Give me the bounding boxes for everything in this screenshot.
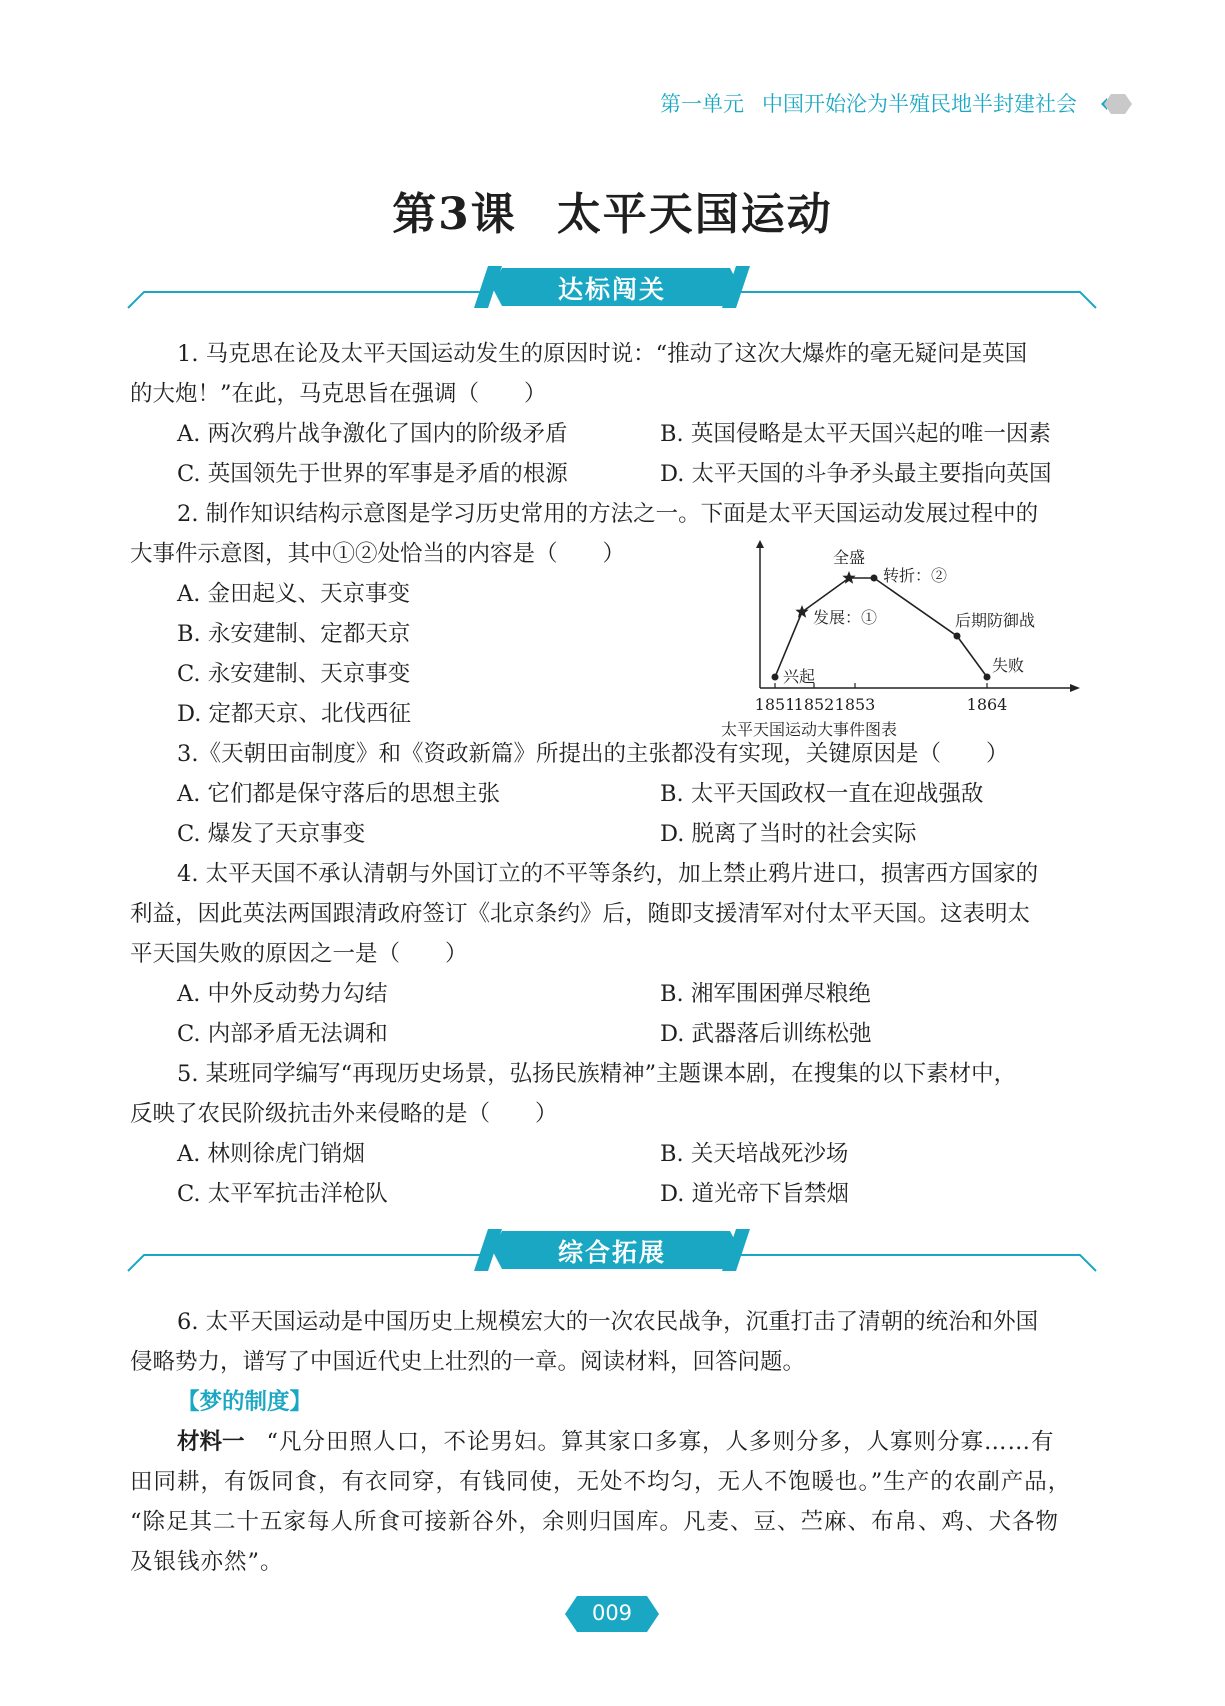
q3-option-d: D. 脱离了当时的社会实际 xyxy=(660,821,917,847)
chart-point-label: 后期防御战 xyxy=(955,611,1036,630)
running-header xyxy=(660,88,1129,118)
q6-stem-line2: 侵略势力，谱写了中国近代史上壮烈的一章。阅读材料，回答问题。 xyxy=(130,1349,806,1375)
material-one-line1 xyxy=(177,1427,1055,1457)
q1-stem-line2: 的大炮！”在此，马克思旨在强调（ ） xyxy=(130,381,547,407)
material-one-line2: 田同耕，有饭同食，有衣同穿，有钱同使，无处不均匀，无人不饱暖也。”生产的农副产品， xyxy=(130,1469,1072,1495)
chart-point xyxy=(954,633,961,640)
chart-point-label: 全盛 xyxy=(832,548,866,567)
unit-title: 中国开始沦为半殖民地半封建社会 xyxy=(762,92,1077,116)
chart-point-label: 失败 xyxy=(992,656,1025,675)
q1-option-a: A. 两次鸦片战争激化了国内的阶级矛盾 xyxy=(177,421,568,447)
q2-stem-line2: 大事件示意图，其中①②处恰当的内容是（ ） xyxy=(130,541,626,567)
page-number: 009 xyxy=(591,1601,633,1625)
section-title-extended: 综合拓展 xyxy=(557,1238,666,1267)
chart-point-star xyxy=(795,605,808,618)
q4-option-c: C. 内部矛盾无法调和 xyxy=(177,1021,388,1047)
q2-option-d: D. 定都天京、北伐西征 xyxy=(177,701,412,727)
hexagon-icon xyxy=(1099,92,1129,114)
chart-point-label: 转折：② xyxy=(883,566,948,585)
q4-option-a: A. 中外反动势力勾结 xyxy=(177,981,388,1007)
q3-option-a: A. 它们都是保守落后的思想主张 xyxy=(177,781,501,807)
q5-option-c: C. 太平军抗击洋枪队 xyxy=(177,1181,388,1207)
material-one-line4: 及银钱亦然”。 xyxy=(130,1549,284,1575)
q2-stem-line1: 2. 制作知识结构示意图是学习历史常用的方法之一。下面是太平天国运动发展过程中的 xyxy=(177,501,1039,527)
q5-stem-line1: 5. 某班同学编写“再现历史场景，弘扬民族精神”主题课本剧，在搜集的以下素材中， xyxy=(177,1061,1017,1087)
q2-option-c: C. 永安建制、天京事变 xyxy=(177,661,411,687)
material-one-line3: “除足其二十五家每人所食可接新谷外，余则归国库。凡麦、豆、苎麻、布帛、鸡、犬各物 xyxy=(130,1509,1060,1535)
chart-x-axis-arrow xyxy=(1070,684,1080,692)
material-one-text1: “凡分田照人口，不论男妇。算其家口多寡，人多则分多，人寡则分寡……有 xyxy=(266,1429,1055,1455)
q1-option-b: B. 英国侵略是太平天国兴起的唯一因素 xyxy=(660,421,1051,447)
q4-stem-line3: 平天国失败的原因之一是（ ） xyxy=(130,941,468,967)
q1-stem-line1: 1. 马克思在论及太平天国运动发生的原因时说：“推动了这次大爆炸的毫无疑问是英国 xyxy=(177,341,1028,367)
q4-stem-line2: 利益，因此英法两国跟清政府签订《北京条约》后，随即支援清军对付太平天国。这表明太 xyxy=(130,901,1031,927)
section-header-extended xyxy=(128,1227,1096,1273)
q3-option-b: B. 太平天国政权一直在迎战强敌 xyxy=(660,781,984,807)
q2-option-a: A. 金田起义、天京事变 xyxy=(177,581,411,607)
chart-point-label: 发展：① xyxy=(813,608,878,627)
q3-option-c: C. 爆发了天京事变 xyxy=(177,821,366,847)
chart-point xyxy=(871,575,878,582)
q4-option-b: B. 湘军围困弹尽粮绝 xyxy=(660,981,871,1007)
q4-stem-line1: 4. 太平天国不承认清朝与外国订立的不平等条约，加上禁止鸦片进口，损害西方国家的 xyxy=(177,861,1039,887)
q5-stem-line2: 反映了农民阶级抗击外来侵略的是（ ） xyxy=(130,1101,558,1127)
q1-option-c: C. 英国领先于世界的军事是矛盾的根源 xyxy=(177,461,568,487)
chart-title: 太平天国运动大事件图表 xyxy=(720,720,898,739)
chart-x-tick-label: 1853 xyxy=(834,695,876,714)
lesson-number: 第3课 xyxy=(392,189,517,240)
q4-option-d: D. 武器落后训练松弛 xyxy=(660,1021,872,1047)
chart-point xyxy=(772,674,779,681)
unit-number: 第一单元 xyxy=(660,92,744,116)
chart-x-tick-label: 1852 xyxy=(793,695,835,714)
chart-x-tick-label: 1851 xyxy=(754,695,796,714)
event-chart xyxy=(720,540,1085,740)
q5-option-d: D. 道光帝下旨禁烟 xyxy=(660,1181,850,1207)
chart-point xyxy=(984,674,991,681)
q3-stem-line1: 3.《天朝田亩制度》和《资政新篇》所提出的主张都没有实现，关键原因是（ ） xyxy=(177,741,1009,767)
section-title-basic: 达标闯关 xyxy=(557,275,666,304)
lesson-name: 太平天国运动 xyxy=(556,189,833,240)
page-number-badge xyxy=(565,1596,659,1632)
q5-option-a: A. 林则徐虎门销烟 xyxy=(177,1141,366,1167)
section-header-basic xyxy=(128,264,1096,310)
material-label: 材料一 xyxy=(177,1429,245,1455)
q2-option-b: B. 永安建制、定都天京 xyxy=(177,621,411,647)
chart-point-label: 兴起 xyxy=(783,667,816,686)
chart-x-tick-label: 1864 xyxy=(966,695,1008,714)
lesson-title xyxy=(0,178,1225,242)
q5-option-b: B. 关天培战死沙场 xyxy=(660,1141,849,1167)
q6-subtitle: 【梦的制度】 xyxy=(177,1389,313,1415)
q1-option-d: D. 太平天国的斗争矛头最主要指向英国 xyxy=(660,461,1052,487)
q6-stem-line1: 6. 太平天国运动是中国历史上规模宏大的一次农民战争，沉重打击了清朝的统治和外国 xyxy=(177,1309,1039,1335)
chart-y-axis-arrow xyxy=(756,540,764,548)
